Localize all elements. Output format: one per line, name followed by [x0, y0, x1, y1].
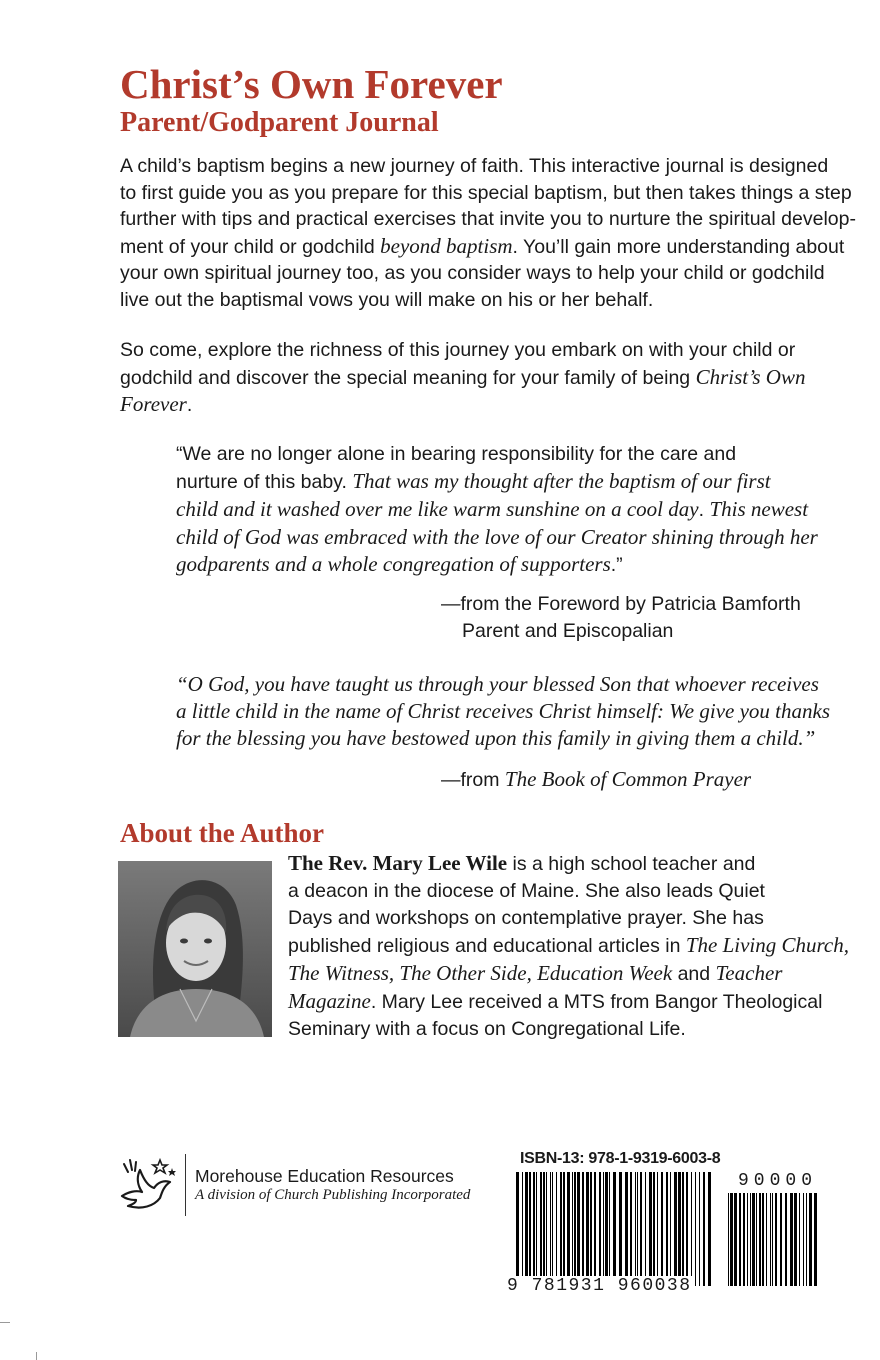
quote-italic: godparents and a whole congregation of supporters	[176, 552, 611, 576]
bio-line: a deacon in the diocese of Maine. She also leads Quiet	[288, 880, 765, 902]
barcode-bar	[540, 1172, 542, 1286]
intro-text: ment of your child or godchild	[120, 235, 381, 258]
barcode-bar	[752, 1193, 755, 1286]
intro-paragraph-2	[120, 337, 850, 419]
barcode-bar	[682, 1172, 684, 1286]
isbn-label: ISBN-13: 978-1-9319-6003-8	[520, 1150, 721, 1167]
barcode-bar	[806, 1193, 807, 1286]
barcode-bar	[770, 1193, 771, 1286]
barcode-bar	[661, 1172, 663, 1286]
quote-italic: child and it washed over me like warm sunshine on a cool day	[176, 497, 699, 521]
quote-text: .	[698, 499, 710, 521]
intro-line	[120, 364, 850, 392]
barcode-bar	[603, 1172, 604, 1286]
barcode-bar	[613, 1172, 616, 1286]
quote-text: .”	[610, 554, 623, 576]
barcode-bar	[637, 1172, 638, 1286]
barcode-bar	[703, 1172, 705, 1286]
barcode-bar	[582, 1172, 584, 1286]
intro-line	[120, 391, 850, 419]
barcode-bar	[772, 1193, 773, 1286]
isbn-barcode	[515, 1172, 715, 1286]
barcode-bar	[803, 1193, 804, 1286]
dove-logo-icon	[114, 1152, 184, 1216]
barcode-bar	[799, 1193, 800, 1286]
book-title: Christ’s Own Forever	[120, 61, 503, 107]
barcode-bar	[529, 1172, 531, 1286]
author-photo	[118, 861, 272, 1037]
bio-line: Seminary with a focus on Congregational Life.	[288, 1018, 686, 1040]
crop-mark	[36, 1352, 37, 1360]
barcode-bar	[739, 1193, 741, 1286]
barcode-bar	[533, 1172, 535, 1286]
bio-line	[288, 960, 858, 988]
bio-line	[288, 988, 858, 1016]
barcode-bar	[699, 1172, 700, 1286]
author-name: The Rev. Mary Lee Wile	[288, 851, 508, 875]
foreword-attribution-role: Parent and Episcopalian	[462, 620, 674, 642]
bio-publication: Teacher	[715, 961, 783, 985]
quote-line	[176, 551, 856, 579]
barcode-bar	[794, 1193, 797, 1286]
barcode-bar	[657, 1172, 658, 1286]
barcode-bar	[809, 1193, 812, 1286]
barcode-bar	[756, 1193, 757, 1286]
barcode-bar	[563, 1172, 565, 1286]
barcode-bar	[691, 1172, 692, 1286]
quote-line: “O God, you have taught us through your blessed Son that whoever receives	[176, 672, 819, 696]
intro-line: live out the baptismal vows you will make on his or her behalf.	[120, 288, 654, 311]
barcode-bar	[560, 1172, 562, 1286]
intro-emphasis: Forever	[120, 392, 187, 416]
barcode-bar	[516, 1172, 519, 1286]
barcode-bar	[635, 1172, 636, 1286]
intro-line: further with tips and practical exercises that invite you to nurture the spiritual develop-	[120, 208, 856, 230]
barcode-bar	[630, 1172, 632, 1286]
barcode-bar	[640, 1172, 642, 1286]
barcode-bar	[759, 1193, 761, 1286]
barcode-bar	[653, 1172, 655, 1286]
barcode-digits: 9 781931 960038	[507, 1276, 692, 1296]
bio-line	[288, 932, 858, 960]
barcode-bar	[586, 1172, 589, 1286]
barcode-bar	[536, 1172, 537, 1286]
book-subtitle: Parent/Godparent Journal	[120, 107, 439, 138]
barcode-bar	[567, 1172, 570, 1286]
author-portrait-illustration	[118, 861, 272, 1037]
intro-text: . You’ll gain more understanding about	[512, 235, 845, 258]
quote-line	[176, 496, 856, 524]
intro-line: your own spiritual journey too, as you consider ways to help your child or godchild	[120, 262, 825, 284]
bio-text: and	[672, 963, 716, 985]
barcode-bar	[678, 1172, 681, 1286]
intro-text: .	[186, 394, 193, 416]
foreword-attribution: —from the Foreword by Patricia Bamforth	[441, 593, 801, 615]
barcode-bar	[666, 1172, 668, 1286]
bio-publication: Magazine	[288, 989, 371, 1013]
barcode-bar	[543, 1172, 545, 1286]
prayer-quote	[176, 671, 856, 752]
about-author-heading: About the Author	[120, 818, 325, 848]
barcode-bar	[599, 1172, 601, 1286]
barcode-bar	[546, 1172, 547, 1286]
foreword-quote	[176, 441, 856, 579]
barcode-bar	[695, 1172, 696, 1286]
barcode-bar	[734, 1193, 737, 1286]
barcode-bar	[649, 1172, 652, 1286]
publisher-name: Morehouse Education Resources	[195, 1166, 454, 1186]
quote-text: nurture of this baby.	[176, 471, 353, 493]
crop-mark	[0, 1322, 10, 1323]
barcode-bar	[619, 1172, 622, 1286]
barcode-bar	[708, 1172, 711, 1286]
intro-text: godchild and discover the special meaning for your family of being	[120, 366, 696, 389]
barcode-bar	[762, 1193, 764, 1286]
price-addon-barcode	[727, 1193, 821, 1286]
barcode-bar	[670, 1172, 671, 1286]
barcode-bar	[550, 1172, 551, 1286]
barcode-bar	[522, 1172, 523, 1286]
barcode-bar	[625, 1172, 628, 1286]
barcode-bar	[645, 1172, 646, 1286]
barcode-bar	[590, 1172, 592, 1286]
bio-text: . Mary Lee received a MTS from Bangor Theological	[370, 991, 823, 1013]
bio-publication: The Living Church,	[685, 933, 849, 957]
barcode-bar	[780, 1193, 782, 1286]
bio-line: Days and workshops on contemplative prayer. She has	[288, 907, 764, 929]
barcode-bar	[556, 1172, 557, 1286]
prayer-attribution	[441, 766, 751, 794]
quote-italic: That was my thought after the baptism of our first	[352, 469, 771, 493]
intro-paragraph-1	[120, 153, 856, 313]
barcode-bar	[609, 1172, 610, 1286]
barcode-bar	[577, 1172, 580, 1286]
barcode-bar	[686, 1172, 688, 1286]
quote-line: for the blessing you have bestowed upon this family in giving them a child.”	[176, 726, 816, 750]
quote-line	[176, 468, 856, 496]
bio-text: published religious and educational articles in	[288, 935, 686, 957]
barcode-bar	[750, 1193, 751, 1286]
barcode-bar	[574, 1172, 576, 1286]
barcode-bar	[775, 1193, 777, 1286]
barcode-bar	[730, 1193, 733, 1286]
barcode-bar	[814, 1193, 817, 1286]
barcode-bar	[728, 1193, 729, 1286]
bio-publication: The Witness, The Other Side, Education Week	[288, 961, 673, 985]
barcode-bar	[594, 1172, 596, 1286]
intro-emphasis: Christ’s Own	[695, 364, 806, 389]
intro-line	[120, 233, 850, 261]
attribution-prefix: —from	[441, 769, 505, 791]
attribution-source: The Book of Common Prayer	[504, 767, 752, 791]
price-addon-digits: 90000	[738, 1171, 818, 1191]
barcode-bar	[766, 1193, 767, 1286]
barcode-bar	[552, 1172, 553, 1286]
barcode-bar	[785, 1193, 787, 1286]
intro-emphasis: beyond baptism	[380, 233, 513, 258]
intro-line: to first guide you as you prepare for this special baptism, but then takes things a step	[120, 181, 852, 204]
barcode-bar	[747, 1193, 748, 1286]
quote-line: a little child in the name of Christ receives Christ himself: We give you thanks	[176, 699, 831, 723]
barcode-bar	[790, 1193, 793, 1286]
barcode-bar	[572, 1172, 573, 1286]
quote-line: child of God was embraced with the love of our Creator shining through her	[176, 525, 818, 549]
barcode-bar	[605, 1172, 608, 1286]
publisher-divider	[185, 1154, 186, 1216]
intro-line: So come, explore the richness of this journey you embark on with your child or	[120, 339, 796, 361]
barcode-bar	[674, 1172, 677, 1286]
barcode-bar	[743, 1193, 745, 1286]
publisher-division: A division of Church Publishing Incorporated	[195, 1187, 471, 1203]
quote-line: “We are no longer alone in bearing responsibility for the care and	[176, 443, 737, 465]
quote-italic: This newest	[709, 497, 809, 521]
bio-text: is a high school teacher and	[507, 853, 756, 875]
barcode-bar	[525, 1172, 528, 1286]
author-bio	[288, 850, 858, 1043]
bio-line	[288, 850, 858, 878]
intro-line: A child’s baptism begins a new journey of faith. This interactive journal is designed	[120, 155, 829, 177]
